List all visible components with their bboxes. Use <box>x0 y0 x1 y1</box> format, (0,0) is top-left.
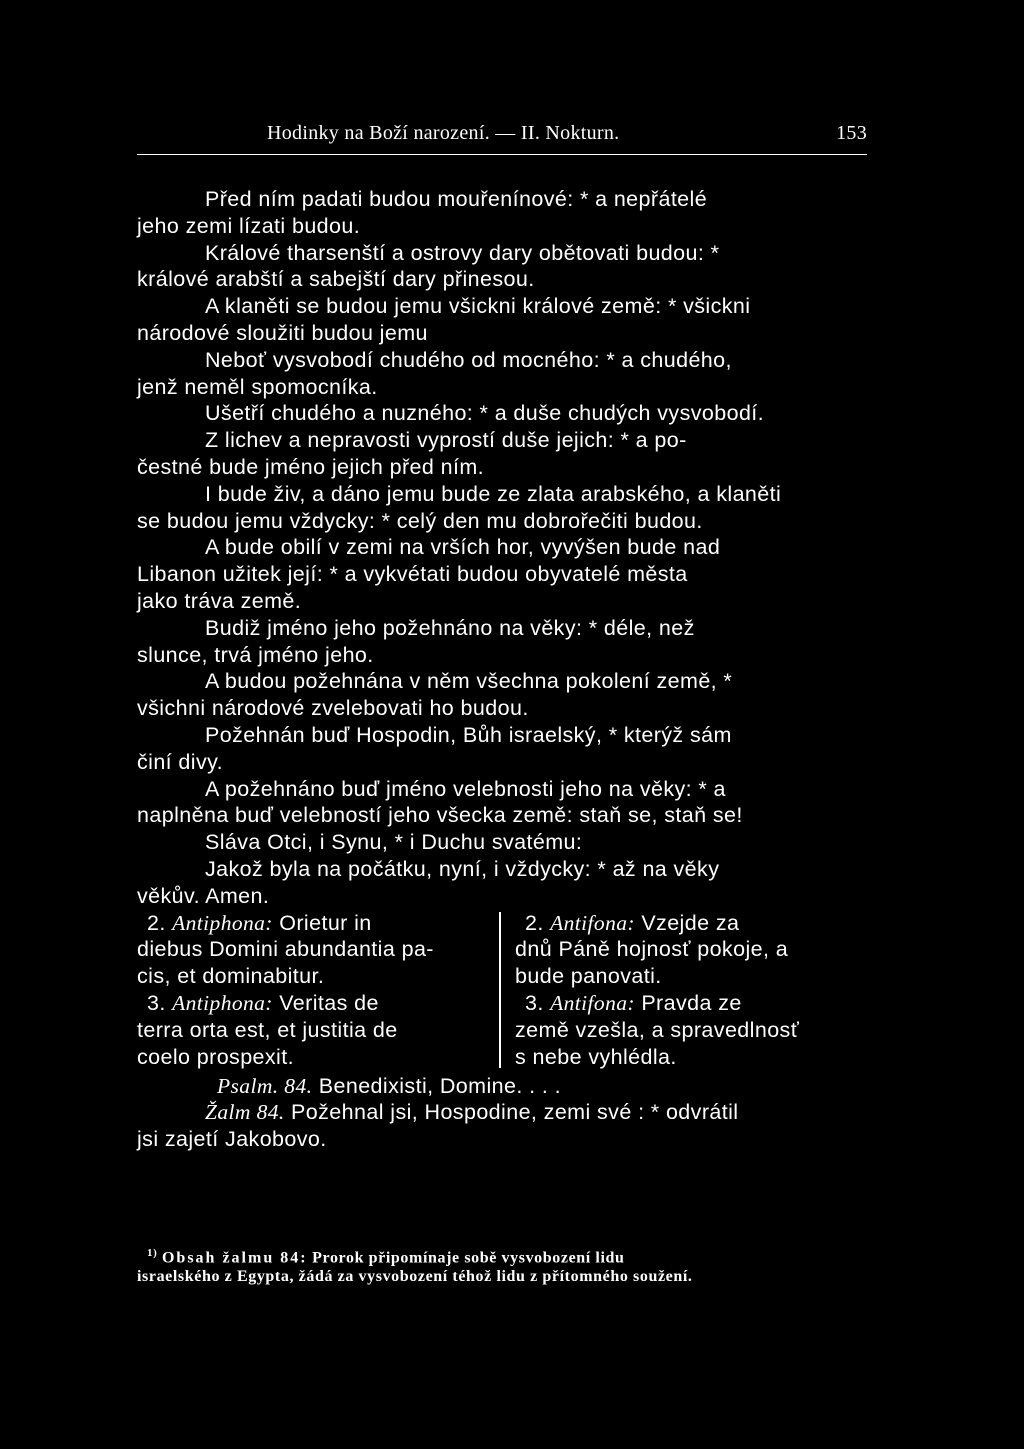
footnote-mark: 1) <box>147 1247 158 1259</box>
antiphon-line: coelo prospexit. <box>137 1044 294 1069</box>
antiphon-number: 3. <box>525 990 544 1015</box>
footnote <box>137 1241 867 1289</box>
antiphon-columns <box>137 910 867 1073</box>
running-title: Hodinky na Boží narození. — II. Nokturn. <box>267 122 620 144</box>
antiphon-line <box>515 990 867 1017</box>
footnote-line: israelského z Egypta, žádá za vysvobození téhož lidu z přítomného soužení. <box>137 1268 693 1285</box>
antiphon-line: bude panovati. <box>515 964 662 989</box>
antiphon-line: diebus Domini abundantia pa- <box>137 937 434 962</box>
verse-line: všichni národové zvelebovati ho budou. <box>137 696 529 721</box>
footnote-heading: Obsah žalmu 84: <box>161 1249 308 1267</box>
verse-line: jako tráva země. <box>137 588 302 613</box>
antiphon-line: s nebe vyhlédla. <box>515 1044 677 1069</box>
verse-line: jenž neměl spomocníka. <box>137 374 378 399</box>
antiphon-line: cis, et dominabitur. <box>137 964 325 989</box>
page-number: 153 <box>836 122 867 144</box>
verse-line: Neboť vysvobodí chudého od mocného: * a chudého, <box>205 347 732 372</box>
verse-line: jeho zemi lízati budou. <box>137 213 361 238</box>
psalm-label: Žalm 84. <box>205 1100 285 1125</box>
verse-line: I bude živ, a dáno jemu bude ze zlata arabského, a klaněti <box>205 481 782 506</box>
footnote-line <box>137 1241 867 1265</box>
verse-line: se budou jemu vždycky: * celý den mu dobrořečiti budou. <box>137 508 703 533</box>
verse-line: králové arabští a sabejští dary přinesou. <box>137 267 535 292</box>
verse-line: A požehnáno buď jméno velebnosti jeho na věky: * a <box>205 776 726 801</box>
antiphon-text: Veritas de <box>279 990 379 1015</box>
running-header <box>137 120 867 155</box>
verse-line: národové sloužiti budou jemu <box>137 320 428 345</box>
antiphon-line <box>515 910 867 937</box>
psalm-incipit: Požehnal jsi, Hospodine, zemi své : * odvrátil <box>291 1100 739 1125</box>
psalm-label: Psalm. 84. <box>217 1073 313 1098</box>
column-divider <box>499 912 501 1068</box>
psalm-heading-czech <box>137 1099 867 1126</box>
antiphon-text: Orietur in <box>279 910 372 935</box>
antiphon-number: 2. <box>147 910 166 935</box>
verse-line: Sláva Otci, i Synu, * i Duchu svatému: <box>205 830 583 855</box>
antiphon-text: Vzejde za <box>641 910 740 935</box>
verse-line: Před ním padati budou mouřenínové: * a nepřátelé <box>205 187 708 211</box>
psalm-incipit: Benedixisti, Domine. . . . <box>318 1073 561 1098</box>
antiphon-line <box>137 910 482 937</box>
antiphon-number: 3. <box>147 990 166 1015</box>
antiphon-text: Pravda ze <box>641 990 742 1015</box>
psalm-text <box>137 186 867 1153</box>
verse-line: Požehnán buď Hospodin, Bůh israelský, * kterýž sám <box>205 722 732 747</box>
verse-line: Budiž jméno jeho požehnáno na věky: * déle, než <box>205 615 695 640</box>
latin-antiphons <box>137 910 482 1071</box>
verse-line: čestné bude jméno jejich před ním. <box>137 454 485 479</box>
czech-antiphons <box>515 910 867 1071</box>
verse-line: činí divy. <box>137 749 224 774</box>
verse-line: Libanon užitek její: * a vykvétati budou obyvatelé města <box>137 562 688 587</box>
antiphon-line: dnů Páně hojnosť pokoje, a <box>515 937 789 962</box>
antiphon-number: 2. <box>525 910 544 935</box>
verse-line: naplněna buď velebností jeho všecka země: staň se, staň se! <box>137 803 743 828</box>
verse-line: věkův. Amen. <box>137 883 270 908</box>
antiphon-label: Antiphona: <box>172 910 273 935</box>
antiphon-line <box>137 990 482 1017</box>
verse-line: Ušetří chudého a nuzného: * a duše chudých vysvobodí. <box>205 401 765 426</box>
verse-line: A klaněti se budou jemu všickni králové země: * všickni <box>205 294 751 319</box>
verse-line: A bude obilí v zemi na vrších hor, vyvýšen bude nad <box>205 535 721 560</box>
psalm-heading-latin <box>137 1073 867 1100</box>
antiphon-line: země vzešla, a spravedlnosť <box>515 1017 800 1042</box>
footnote-text: Prorok připomínaje sobě vysvobození lidu <box>312 1249 625 1267</box>
verse-line: jsi zajetí Jakobovo. <box>137 1127 327 1152</box>
verse-line: Králové tharsenští a ostrovy dary obětovati budou: * <box>205 240 720 265</box>
antiphon-label: Antiphona: <box>172 990 273 1015</box>
antiphon-line: terra orta est, et justitia de <box>137 1017 398 1042</box>
verse-line: A budou požehnána v něm všechna pokolení země, * <box>205 669 733 694</box>
antiphon-label: Antifona: <box>550 990 635 1015</box>
verse-line: Jakož byla na počátku, nyní, i vždycky: * až na věky <box>205 856 720 881</box>
verse-line: slunce, trvá jméno jeho. <box>137 642 374 667</box>
verse-line: Z lichev a nepravosti vyprostí duše jejich: * a po- <box>205 428 687 453</box>
antiphon-label: Antifona: <box>550 910 635 935</box>
